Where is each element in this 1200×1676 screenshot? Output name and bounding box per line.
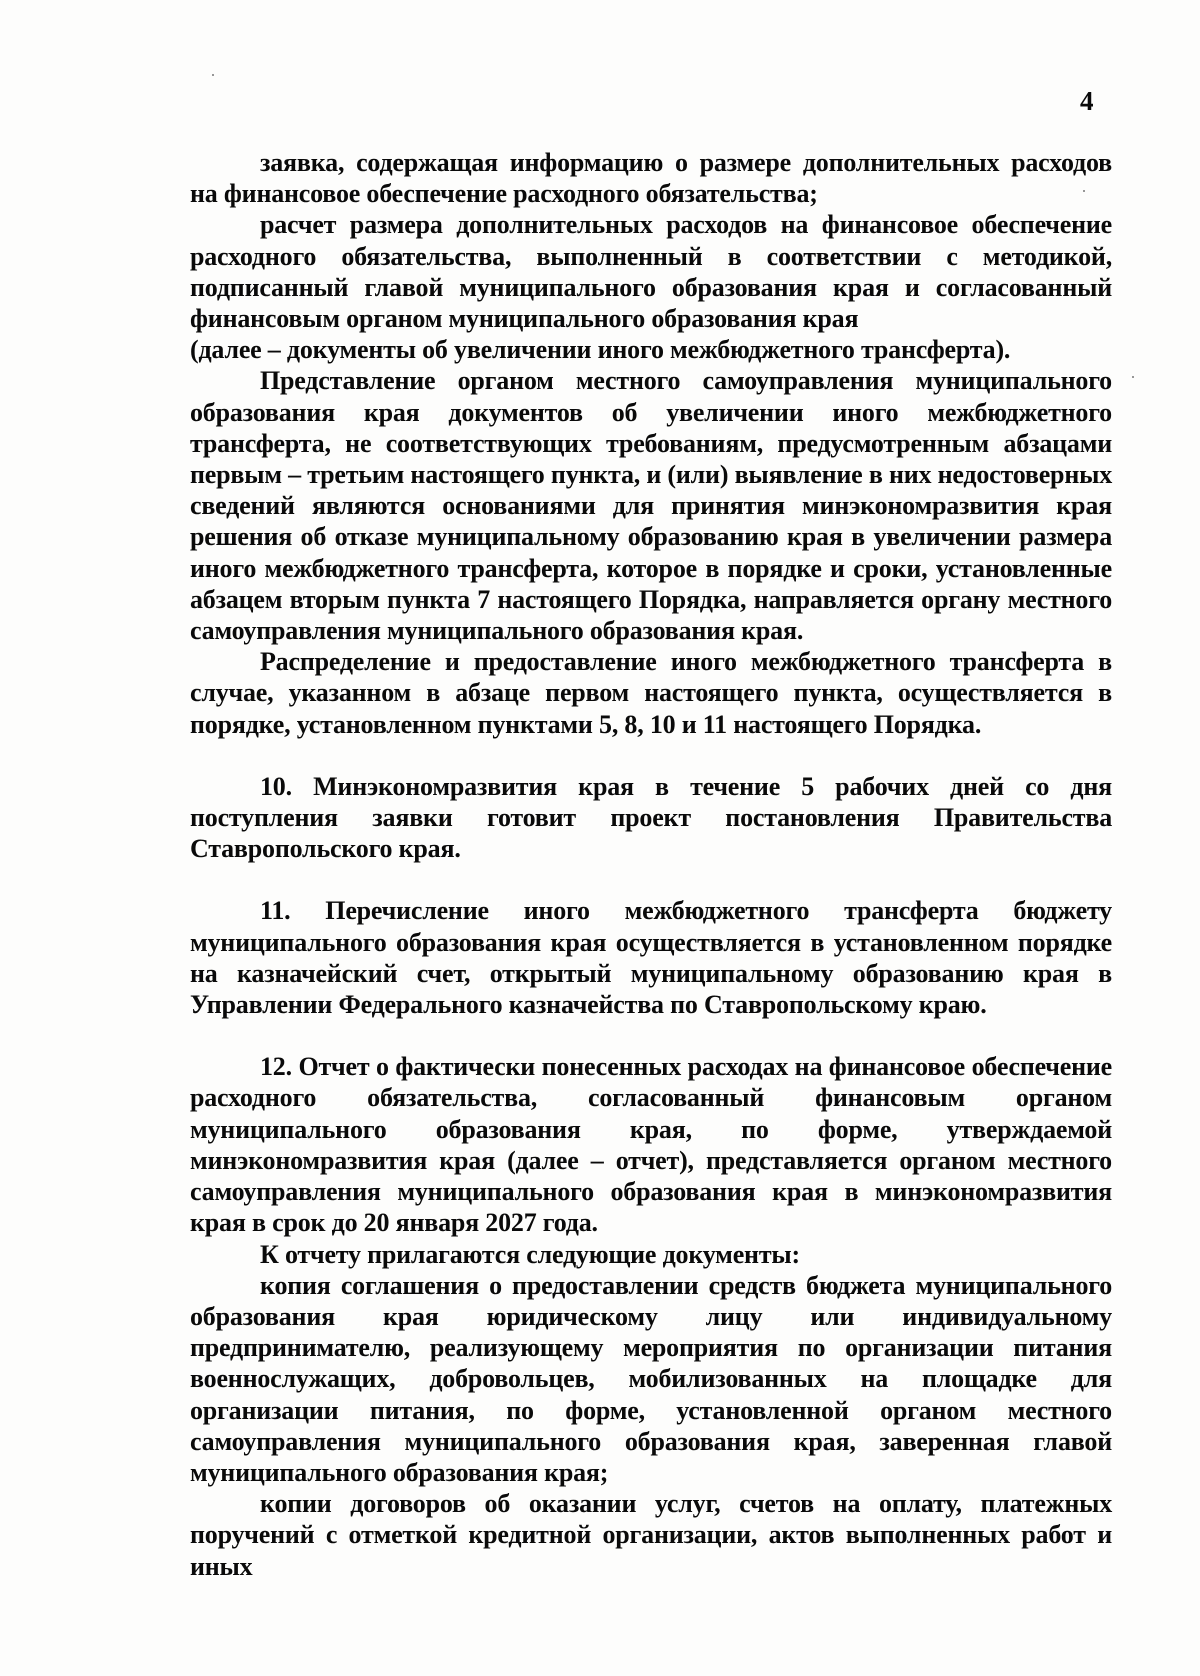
scan-speck	[212, 74, 214, 76]
paragraph-item-11: 11. Перечисление иного межбюджетного трансферта бюджету муниципального образования края осуществляется в установленном порядке на казначейский счет, открытый муниципальному образованию края в Управлении Федерального казначейства по Ставропольскому краю.	[190, 896, 1112, 1020]
page-number: 4	[1080, 86, 1094, 116]
paragraph-item-12: 12. Отчет о фактически понесенных расходах на финансовое обеспечение расходного обязательства, согласованный финансовым органом муниципального образования края, по форме, утверждаемой минэкономразвития края (далее – отчет), представляется органом местного самоуправления муниципального образования края в минэкономразвития края в срок до 20 января 2027 года.	[190, 1052, 1112, 1238]
document-body	[190, 147, 1112, 1582]
paragraph: К отчету прилагаются следующие документы:	[260, 1239, 800, 1269]
paragraph: Представление органом местного самоуправления муниципального образования края документов об увеличении иного межбюджетного трансферта, не соответствующих требованиям, предусмотренным абзацами первым – третьим настоящего пункта, и (или) выявление в них недостоверных сведений являются основаниями для принятия минэкономразвития края решения об отказе муниципальному образованию края в увеличении размера иного межбюджетного трансферта, которое в порядке и сроки, установленные абзацем вторым пункта 7 настоящего Порядка, направляется органу местного самоуправления муниципального образования края.	[190, 366, 1112, 646]
paragraph-item-10: 10. Минэкономразвития края в течение 5 рабочих дней со дня поступления заявки готовит проект постановления Правительства Ставропольского края.	[190, 771, 1112, 864]
paragraph: копия соглашения о предоставлении средств бюджета муниципального образования края юридическому лицу или индивидуальному предпринимателю, реализующему мероприятия по организации питания военнослужащих, добровольцев, мобилизованных на площадке для организации питания, по форме, установленной органом местного самоуправления муниципального образования края, заверенная главой муниципального образования края;	[190, 1270, 1112, 1487]
paragraph: копии договоров об оказании услуг, счетов на оплату, платежных поручений с отметкой кредитной организации, актов выполненных работ и иных	[190, 1489, 1112, 1581]
paragraph: заявка, содержащая информацию о размере дополнительных расходов на финансовое обеспечение расходного обязательства;	[190, 148, 1112, 209]
paragraph: Распределение и предоставление иного межбюджетного трансферта в случае, указанном в абзаце первом настоящего пункта, осуществляется в порядке, установленном пунктами 5, 8, 10 и 11 настоящего Порядка.	[190, 647, 1112, 739]
paragraph: расчет размера дополнительных расходов на финансовое обеспечение расходного обязательства, выполненный в соответствии с методикой, подписанный главой муниципального образования края и согласованный финансовым органом муниципального образования края	[190, 210, 1112, 334]
scan-speck	[1132, 376, 1134, 378]
paragraph: (далее – документы об увеличении иного межбюджетного трансферта).	[190, 335, 1011, 365]
